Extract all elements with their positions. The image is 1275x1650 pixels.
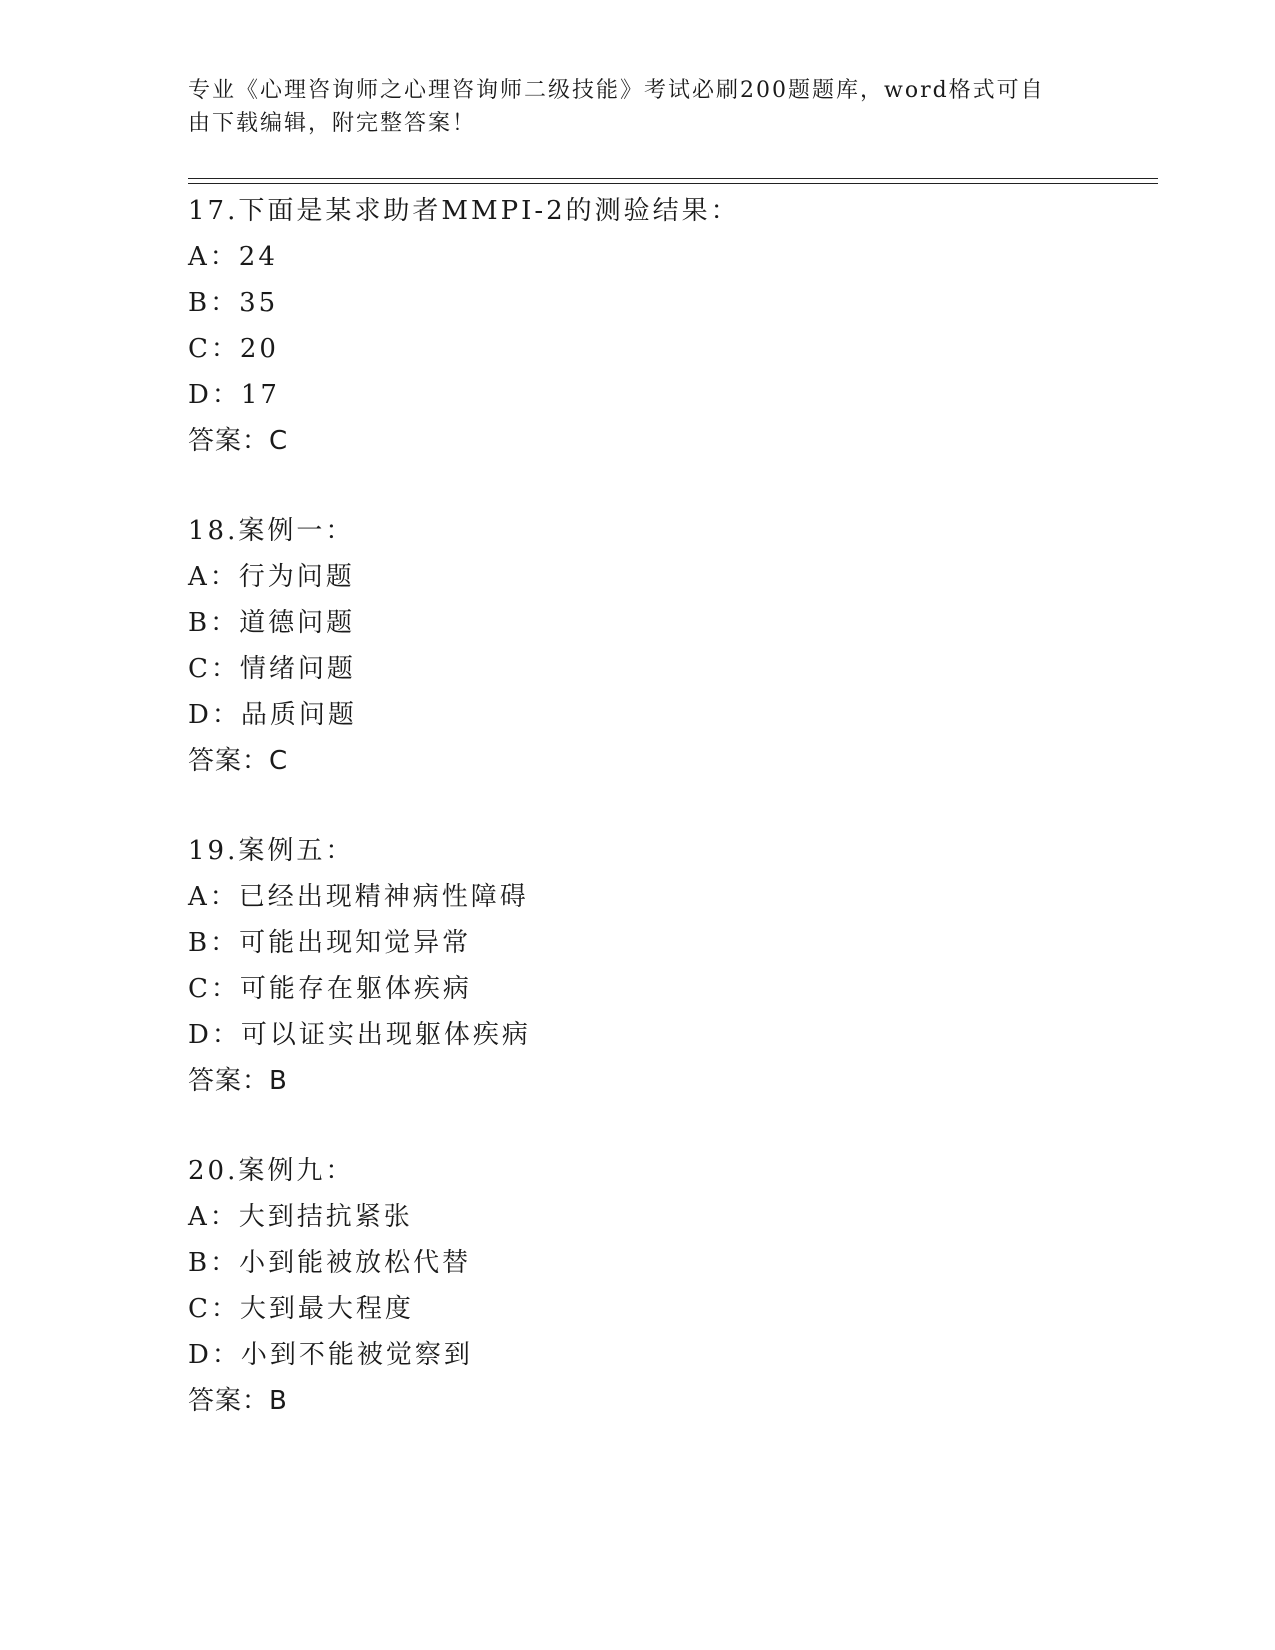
- header-line-2: 由下载编辑，附完整答案！: [188, 111, 477, 136]
- option-b: B：可能出现知觉异常: [188, 928, 472, 958]
- option-a: A：大到拮抗紧张: [188, 1202, 413, 1232]
- option-b: B：35: [188, 288, 279, 318]
- question-17: [188, 188, 1158, 464]
- question-20: [188, 1148, 1158, 1424]
- document-header: [188, 74, 1078, 140]
- question-stem: 17.下面是某求助者MMPI-2的测验结果：: [188, 196, 740, 226]
- answer-line: 答案：B: [188, 1066, 288, 1096]
- option-c: C：20: [188, 334, 279, 364]
- answer-line: 答案：B: [188, 1386, 288, 1416]
- header-divider: [188, 178, 1158, 184]
- option-c: C：情绪问题: [188, 654, 356, 684]
- question-stem: 20.案例九：: [188, 1156, 355, 1186]
- option-a: A：行为问题: [188, 562, 355, 592]
- option-d: D：小到不能被觉察到: [188, 1340, 473, 1370]
- option-a: A：已经出现精神病性障碍: [188, 882, 529, 912]
- option-d: D：可以证实出现躯体疾病: [188, 1020, 531, 1050]
- option-b: B：小到能被放松代替: [188, 1248, 472, 1278]
- option-c: C：大到最大程度: [188, 1294, 414, 1324]
- question-18: [188, 508, 1158, 784]
- option-a: A：24: [188, 242, 278, 272]
- question-stem: 18.案例一：: [188, 516, 355, 546]
- option-d: D：品质问题: [188, 700, 357, 730]
- option-b: B：道德问题: [188, 608, 356, 638]
- answer-line: 答案：C: [188, 426, 289, 456]
- option-d: D：17: [188, 380, 280, 410]
- question-list: [188, 188, 1158, 1424]
- answer-line: 答案：C: [188, 746, 289, 776]
- header-line-1: 专业《心理咨询师之心理咨询师二级技能》考试必刷200题题库，word格式可自: [188, 78, 1045, 103]
- option-c: C：可能存在躯体疾病: [188, 974, 472, 1004]
- question-stem: 19.案例五：: [188, 836, 355, 866]
- question-19: [188, 828, 1158, 1104]
